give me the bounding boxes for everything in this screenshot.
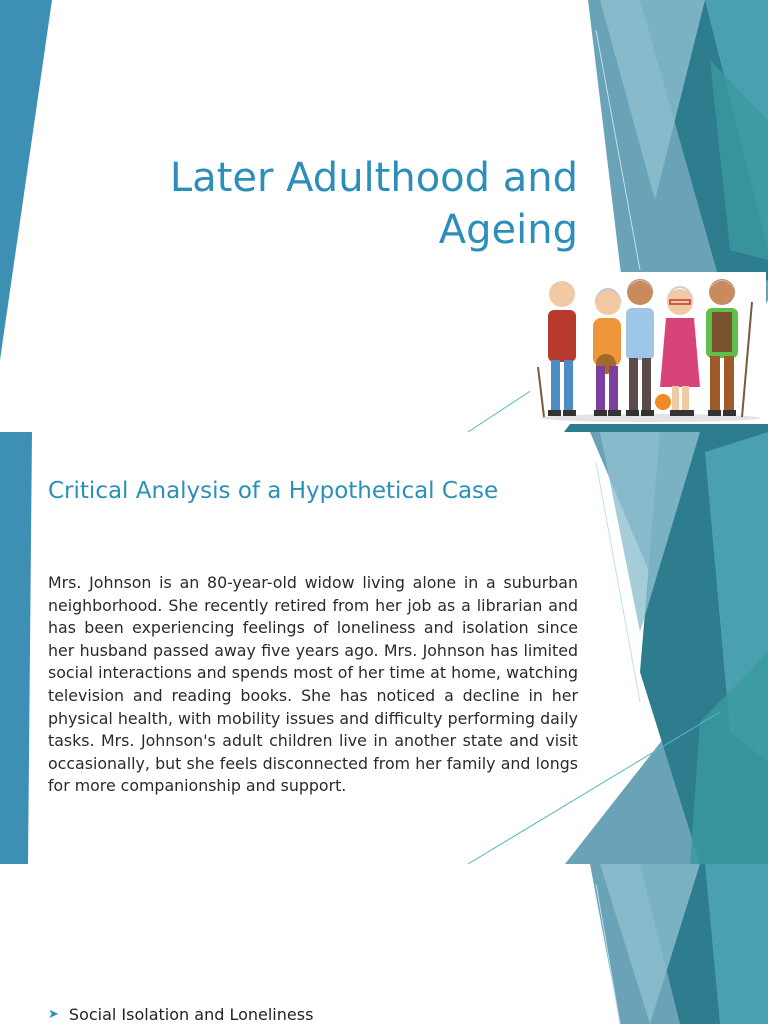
slide-title-heading (118, 152, 578, 256)
slide-case-analysis (0, 432, 768, 864)
slide-title (0, 0, 768, 432)
case-paragraph: Mrs. Johnson is an 80-year-old widow living alone in a suburban neighborhood. She recently retired from her job as a librarian and has been experiencing feelings of loneliness and isolation since her husband passed away five years ago. Mrs. Johnson has limited social interactions and spends most of her time at home, watching television and reading books. She has noticed a decline in her physical health, with mobility issues and difficulty performing daily tasks. Mrs. Johnson's adult children live in another state and visit occasionally, but she feels disconnected from her family and longs for more companionship and support. (48, 573, 578, 796)
title-line-1: Later Adulthood and (169, 155, 578, 201)
slide3-decoration (0, 864, 768, 1024)
elderly-people-group-icon (530, 272, 766, 424)
bullet-text: Social Isolation and Loneliness (68, 1005, 314, 1024)
case-heading: Critical Analysis of a Hypothetical Case (48, 478, 499, 504)
bullet-item (48, 1005, 313, 1024)
arrow-bullet-icon: ➤ (48, 1007, 59, 1022)
title-line-2: Ageing (438, 207, 578, 253)
slide-bullets (0, 864, 768, 1024)
